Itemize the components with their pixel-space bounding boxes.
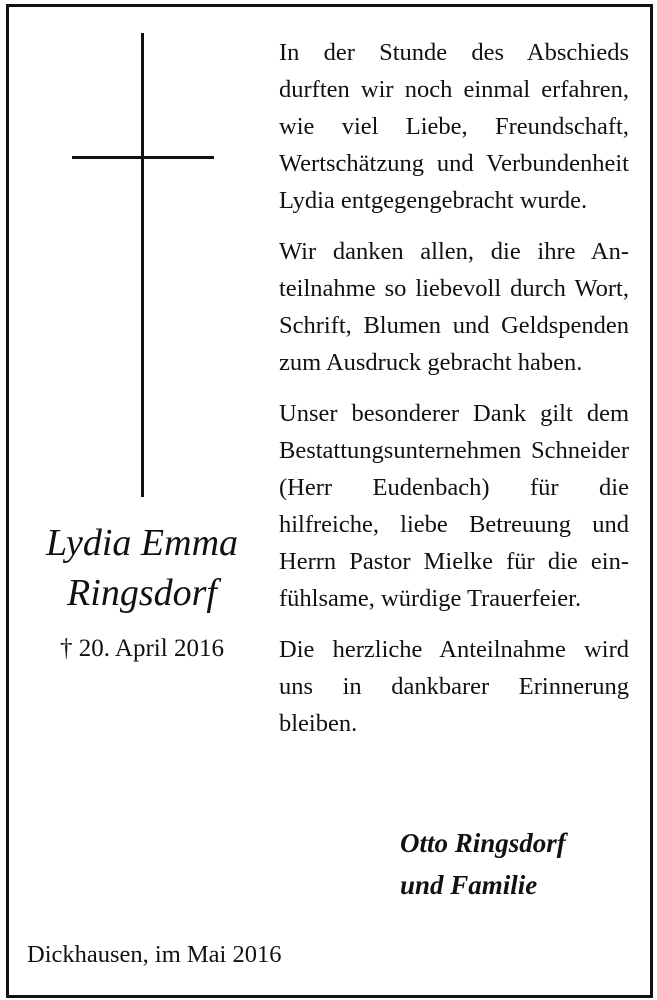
signature-line-1: Otto Ringsdorf [400, 828, 566, 858]
message-text [279, 34, 629, 756]
paragraph-farewell: In der Stunde des Abschieds durften wir noch einmal erfahren, wie viel Liebe, Freundschaft, Wertschätzung und Verbundenheit Lydia entgegengebracht wurde. [279, 39, 629, 214]
deceased-block [22, 518, 262, 664]
signature [400, 822, 640, 906]
place-date: Dickhausen, im Mai 2016 [27, 941, 282, 968]
deceased-name-line-2: Ringsdorf [67, 572, 217, 614]
cross-icon-bar [72, 156, 214, 159]
deceased-name [22, 518, 262, 618]
paragraph-thanks: Wir danken allen, die ihre Anteilnahme so liebevoll durch Wort, Schrift, Blumen und Geldspenden zum Ausdruck gebracht haben. [279, 238, 629, 376]
deceased-name-line-1: Lydia Emma [45, 522, 239, 564]
death-date: † 20. April 2016 [60, 635, 224, 662]
paragraph-closing: Die herzliche Anteilnahme wird uns in dankbarer Erinnerung bleiben. [279, 636, 629, 737]
cross-icon [141, 33, 144, 497]
paragraph-special-thanks: Unser besonderer Dank gilt dem Bestattungsunternehmen Schneider (Herr Eudenbach) für die hilfreiche, liebe Betreuung und Herrn Pastor Mielke für die einfühlsame, würdige Trauerfeier. [279, 400, 629, 612]
signature-line-2: und Familie [400, 870, 538, 900]
